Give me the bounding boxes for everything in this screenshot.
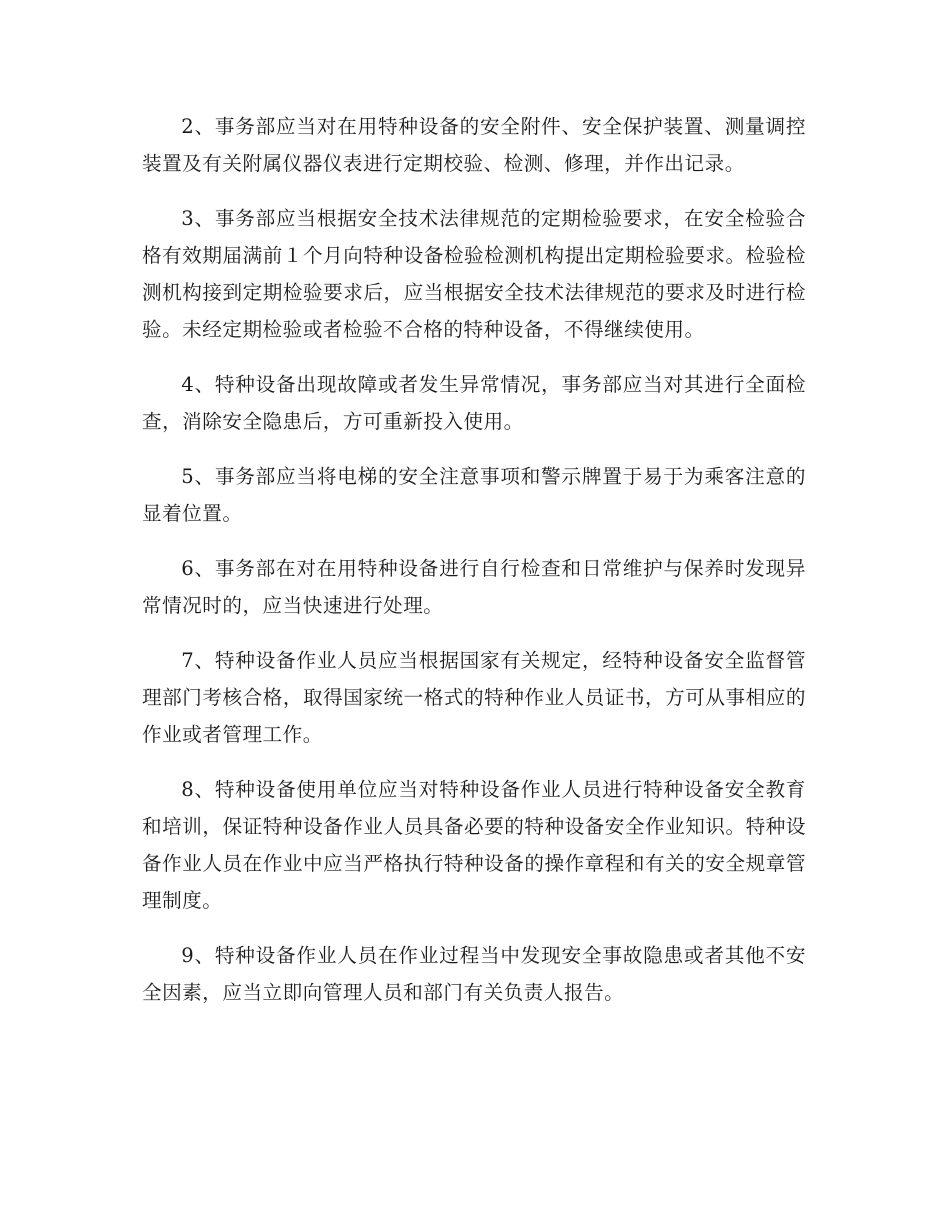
paragraph-item-5: 5、事务部应当将电梯的安全注意事项和警示牌置于易于为乘客注意的显着位置。	[142, 465, 806, 525]
paragraph-item-3: 3、事务部应当根据安全技术法律规范的定期检验要求，在安全检验合格有效期届满前１个月向特种设备检验检测机构提出定期检验要求。检验检测机构接到定期检验要求后，应当根据安全技术法律规范的要求及时进行检验。未经定期检验或者检验不合格的特种设备，不得继续使用。	[142, 207, 806, 341]
paragraph-item-8: 8、特种设备使用单位应当对特种设备作业人员进行特种设备安全教育和培训，保证特种设备作业人员具备必要的特种设备安全作业知识。特种设备作业人员在作业中应当严格执行特种设备的操作章程和有关的安全规章管理制度。	[142, 778, 806, 912]
paragraph-item-2: 2、事务部应当对在用特种设备的安全附件、安全保护装置、测量调控装置及有关附属仪器仪表进行定期校验、检测、修理，并作出记录。	[142, 115, 806, 175]
paragraph-item-6: 6、事务部在对在用特种设备进行自行检查和日常维护与保养时发现异常情况时的，应当快速进行处理。	[142, 557, 806, 617]
paragraph-item-9: 9、特种设备作业人员在作业过程当中发现安全事故隐患或者其他不安全因素，应当立即向管理人员和部门有关负责人报告。	[142, 944, 806, 1004]
paragraph-item-4: 4、特种设备出现故障或者发生异常情况，事务部应当对其进行全面检查，消除安全隐患后，方可重新投入使用。	[142, 373, 806, 433]
document-body	[142, 108, 806, 1029]
paragraph-item-7: 7、特种设备作业人员应当根据国家有关规定，经特种设备安全监督管理部门考核合格，取得国家统一格式的特种作业人员证书，方可从事相应的作业或者管理工作。	[142, 649, 806, 746]
